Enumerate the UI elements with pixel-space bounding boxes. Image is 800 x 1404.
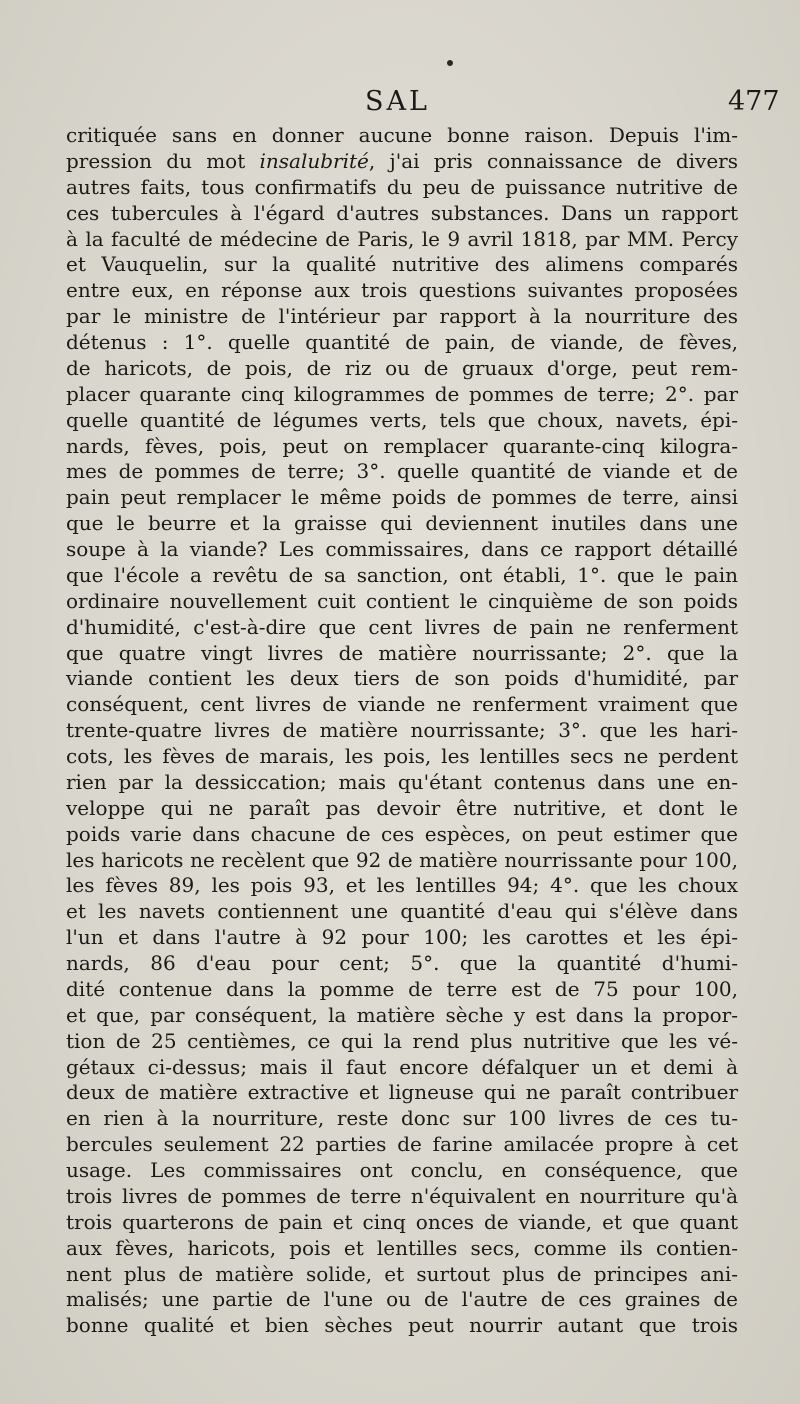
running-head: SAL — [365, 86, 430, 117]
text-line: trois livres de pommes de terre n'équivalent en nourriture qu'à — [66, 1183, 738, 1208]
text-line: malisés; une partie de l'une ou de l'autre de ces graines de — [66, 1287, 738, 1312]
text-line: détenus : 1°. quelle quantité de pain, de viande, de fèves, — [66, 330, 738, 354]
text-line: conséquent, cent livres de viande ne renferment vraiment que — [66, 692, 738, 717]
text-line: par le ministre de l'intérieur par rapport à la nourriture des — [66, 304, 738, 329]
text-line: et Vauquelin, sur la qualité nutritive des alimens comparés — [66, 252, 738, 277]
text-line: que l'école a revêtu de sa sanction, ont établi, 1°. que le pain — [66, 562, 738, 587]
text-line: autres faits, tous confirmatifs du peu de puissance nutritive de — [66, 174, 738, 199]
text-line: que quatre vingt livres de matière nourrissante; 2°. que la — [66, 640, 738, 665]
text-body — [66, 123, 738, 1339]
text-line: ces tubercules à l'égard d'autres substances. Dans un rapport — [66, 200, 738, 225]
text-line: d'humidité, c'est-à-dire que cent livres de pain ne renferment — [66, 614, 738, 639]
text-line: en rien à la nourriture, reste donc sur 100 livres de ces tu- — [66, 1106, 738, 1131]
text-line: bercules seulement 22 parties de farine amilacée propre à cet — [66, 1132, 738, 1157]
text-line: trente-quatre livres de matière nourrissante; 3°. que les hari- — [66, 718, 738, 743]
text-line: l'un et dans l'autre à 92 pour 100; les carottes et les épi- — [66, 925, 738, 950]
text-line: et les navets contiennent une quantité d'eau qui s'élève dans — [66, 899, 738, 924]
text-line: cots, les fèves de marais, les pois, les lentilles secs ne perdent — [66, 744, 738, 768]
text-line: deux de matière extractive et ligneuse qui ne paraît contribuer — [66, 1080, 738, 1105]
text-line: nent plus de matière solide, et surtout plus de principes ani- — [66, 1261, 738, 1286]
ink-spot — [447, 60, 453, 66]
text-line: dité contenue dans la pomme de terre est de 75 pour 100, — [66, 976, 738, 1001]
text-line: entre eux, en réponse aux trois questions suivantes proposées — [66, 278, 738, 303]
text-line: pain peut remplacer le même poids de pommes de terre, ainsi — [66, 485, 738, 510]
text-line: usage. Les commissaires ont conclu, en conséquence, que — [66, 1158, 738, 1182]
text-line: gétaux ci-dessus; mais il faut encore défalquer un et demi à — [66, 1054, 738, 1079]
text-line: rien par la dessiccation; mais qu'étant contenus dans une en- — [66, 769, 738, 794]
text-line: ordinaire nouvellement cuit contient le cinquième de son poids — [66, 588, 738, 613]
text-line: tion de 25 centièmes, ce qui la rend plus nutritive que les vé- — [66, 1028, 738, 1053]
text-line: mes de pommes de terre; 3°. quelle quantité de viande et de — [66, 459, 738, 484]
text-line: veloppe qui ne paraît pas devoir être nutritive, et dont le — [66, 795, 738, 820]
text-line: nards, fèves, pois, peut on remplacer quarante-cinq kilogra- — [66, 433, 738, 458]
text-line: poids varie dans chacune de ces espèces, on peut estimer que — [66, 821, 738, 846]
text-line: à la faculté de médecine de Paris, le 9 avril 1818, par MM. Percy — [66, 226, 738, 251]
text-line: les haricots ne recèlent que 92 de matière nourrissante pour 100, — [66, 847, 738, 872]
text-line: viande contient les deux tiers de son poids d'humidité, par — [66, 666, 738, 691]
text-line: aux fèves, haricots, pois et lentilles secs, comme ils contien- — [66, 1235, 738, 1260]
text-line: nards, 86 d'eau pour cent; 5°. que la quantité d'humi- — [66, 951, 738, 975]
text-line: et que, par conséquent, la matière sèche y est dans la propor- — [66, 1002, 738, 1027]
text-line: critiquée sans en donner aucune bonne raison. Depuis l'im- — [66, 123, 738, 147]
text-line: que le beurre et la graisse qui deviennent inutiles dans une — [66, 511, 738, 536]
text-line: trois quarterons de pain et cinq onces de viande, et que quant — [66, 1209, 738, 1234]
text-line: les fèves 89, les pois 93, et les lentilles 94; 4°. que les choux — [66, 873, 738, 898]
text-line: de haricots, de pois, de riz ou de gruaux d'orge, peut rem- — [66, 355, 738, 380]
text-line: placer quarante cinq kilogrammes de pommes de terre; 2°. par — [66, 381, 738, 406]
page-number: 477 — [728, 86, 780, 117]
text-line: pression du mot insalubrité, j'ai pris connaissance de divers — [66, 148, 739, 173]
text-line: bonne qualité et bien sèches peut nourrir autant que trois — [66, 1313, 738, 1338]
italic-term: insalubrité — [259, 148, 369, 173]
text-line: soupe à la viande? Les commissaires, dans ce rapport détaillé — [66, 537, 738, 561]
text-line: quelle quantité de légumes verts, tels que choux, navets, épi- — [66, 407, 738, 432]
